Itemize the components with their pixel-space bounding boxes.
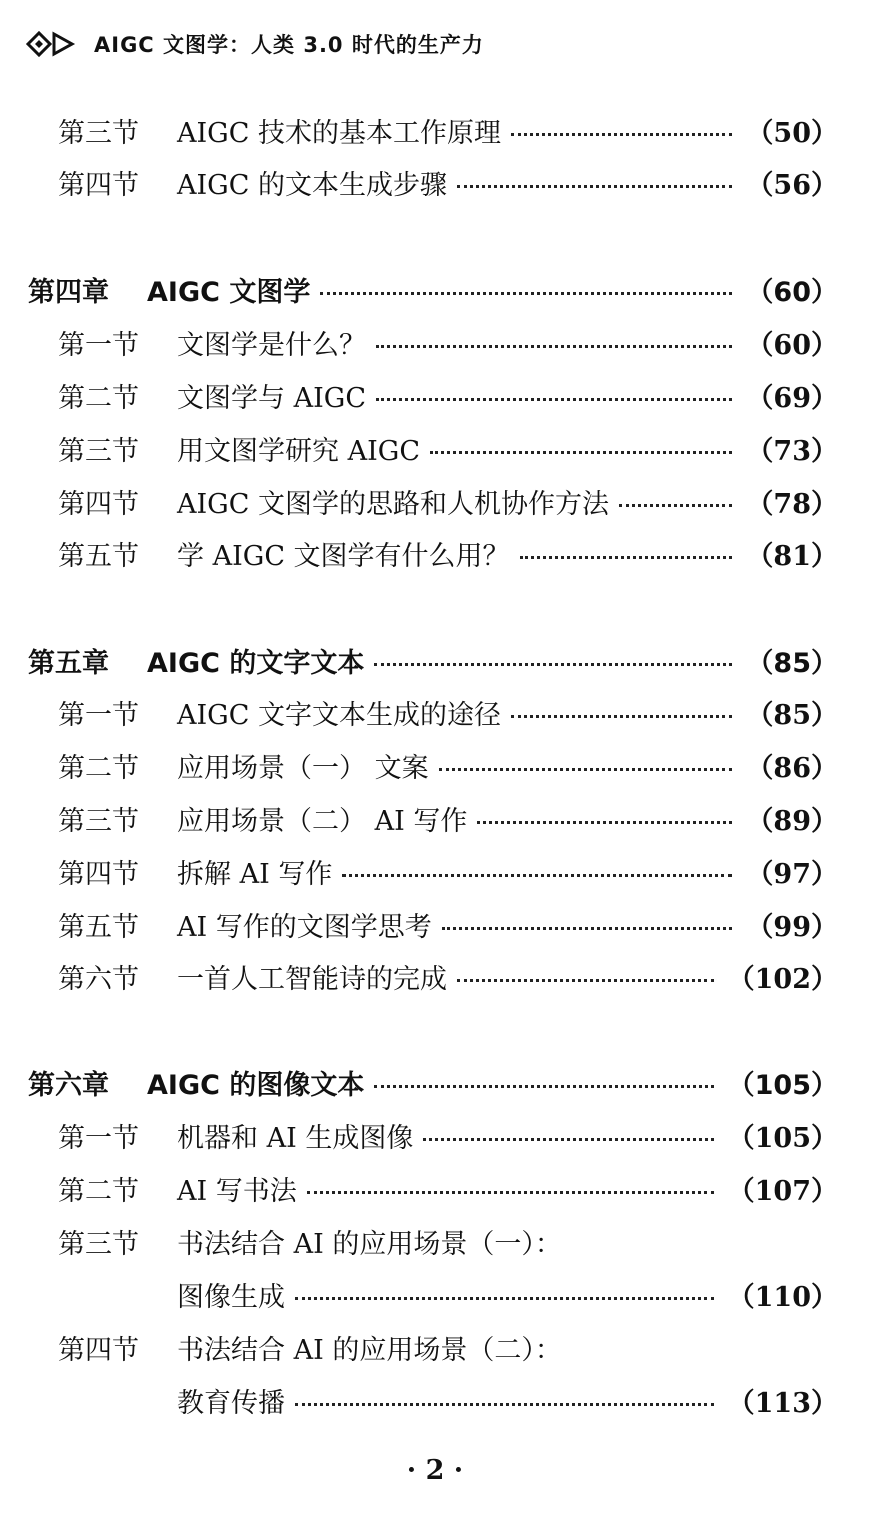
- dot-leader: [520, 556, 733, 559]
- toc-chapter-entry[interactable]: [28, 267, 838, 311]
- toc-entry-title: 教育传播: [177, 1387, 285, 1419]
- toc-section-entry[interactable]: [58, 1219, 562, 1263]
- toc-entry-label: 第二节: [58, 382, 139, 414]
- toc-entry-label: 第三节: [58, 117, 139, 149]
- toc-entry-label: 第四节: [58, 169, 139, 201]
- toc-entry-label: 第一节: [58, 329, 139, 361]
- toc-entry-label: 第一节: [58, 699, 139, 731]
- toc-entry-label: 第三节: [58, 1228, 139, 1260]
- toc-entry-label: 第六节: [58, 963, 139, 995]
- dot-leader: [376, 345, 732, 348]
- dot-leader: [307, 1191, 714, 1194]
- toc-entry-label: 第四节: [58, 858, 139, 890]
- toc-entry-title: 文图学与 AIGC: [177, 382, 366, 414]
- toc-section-entry[interactable]: [58, 1166, 838, 1210]
- toc-entry-page: （85）: [746, 647, 838, 679]
- dot-leader: [511, 133, 732, 136]
- toc-entry-page: （78）: [746, 488, 838, 520]
- dot-leader: [477, 821, 732, 824]
- toc-entry-title: AIGC 的文字文本: [147, 647, 365, 679]
- toc-entry-title: AIGC 技术的基本工作原理: [177, 117, 501, 149]
- toc-entry-label: 第四节: [58, 1334, 139, 1366]
- toc-entry-title: AIGC 的图像文本: [147, 1069, 365, 1101]
- toc-section-entry[interactable]: [58, 902, 838, 946]
- toc-entry-title: 应用场景（二） AI 写作: [177, 805, 468, 837]
- dot-leader: [423, 1138, 713, 1141]
- toc-entry-title: 机器和 AI 生成图像: [177, 1122, 414, 1154]
- toc-section-entry[interactable]: [177, 1378, 838, 1422]
- dot-leader: [457, 979, 714, 982]
- dot-leader: [619, 504, 732, 507]
- toc-entry-label: 第五节: [58, 911, 139, 943]
- toc-section-entry[interactable]: [58, 320, 838, 364]
- toc-chapter-entry[interactable]: [28, 638, 838, 682]
- toc-entry-label: 第二节: [58, 752, 139, 784]
- dot-leader: [342, 874, 732, 877]
- toc-entry-page: （60）: [746, 329, 838, 361]
- toc-entry-title: 书法结合 AI 的应用场景（二）：: [177, 1334, 562, 1366]
- toc-entry-page: （97）: [746, 858, 838, 890]
- toc-section-entry[interactable]: [177, 1272, 838, 1316]
- toc-entry-label: 第五章: [28, 647, 109, 679]
- toc-chapter-entry[interactable]: [28, 1060, 838, 1104]
- toc-entry-title: AIGC 文图学: [147, 276, 311, 308]
- toc-entry-title: 用文图学研究 AIGC: [177, 435, 420, 467]
- toc-entry-page: （50）: [746, 117, 838, 149]
- toc-entry-label: 第二节: [58, 1175, 139, 1207]
- toc-section-entry[interactable]: [58, 796, 838, 840]
- toc-entry-title: 一首人工智能诗的完成: [177, 963, 447, 995]
- toc-entry-page: （60）: [746, 276, 838, 308]
- toc-entry-title: 应用场景（一） 文案: [177, 752, 429, 784]
- toc-entry-page: （113）: [727, 1387, 838, 1419]
- toc-entry-label: 第四节: [58, 488, 139, 520]
- toc-entry-page: （105）: [727, 1069, 838, 1101]
- toc-entry-page: （56）: [746, 169, 838, 201]
- toc-entry-label: 第四章: [28, 276, 109, 308]
- toc-entry-page: （73）: [746, 435, 838, 467]
- dot-leader: [511, 715, 732, 718]
- toc-section-entry[interactable]: [58, 1325, 562, 1369]
- toc-entry-page: （99）: [746, 911, 838, 943]
- toc-entry-title: AI 写书法: [177, 1175, 297, 1207]
- toc-entry-label: 第三节: [58, 435, 139, 467]
- toc-entry-page: （89）: [746, 805, 838, 837]
- dot-leader: [430, 451, 732, 454]
- toc-section-entry[interactable]: [58, 954, 838, 998]
- toc-entry-page: （81）: [746, 540, 838, 572]
- toc-entry-label: 第一节: [58, 1122, 139, 1154]
- dot-leader: [376, 398, 732, 401]
- toc-section-entry[interactable]: [58, 690, 838, 734]
- toc-section-entry[interactable]: [58, 1113, 838, 1157]
- toc-entry-page: （85）: [746, 699, 838, 731]
- toc-section-entry[interactable]: [58, 426, 838, 470]
- dot-leader: [457, 185, 732, 188]
- toc-entry-page: （86）: [746, 752, 838, 784]
- toc-section-entry[interactable]: [58, 373, 838, 417]
- dot-leader: [320, 292, 732, 295]
- toc-entry-title: 书法结合 AI 的应用场景（一）：: [177, 1228, 562, 1260]
- toc-entry-page: （105）: [727, 1122, 838, 1154]
- toc-entry-page: （102）: [727, 963, 838, 995]
- toc-section-entry[interactable]: [58, 160, 838, 204]
- toc-entry-label: 第五节: [58, 540, 139, 572]
- dot-leader: [295, 1297, 714, 1300]
- toc-entry-page: （110）: [727, 1281, 838, 1313]
- toc-section-entry[interactable]: [58, 531, 838, 575]
- toc-entry-label: 第六章: [28, 1069, 109, 1101]
- dot-leader: [374, 663, 732, 666]
- page-number: · 2 ·: [406, 1455, 464, 1486]
- toc-entry-title: AIGC 文字文本生成的途径: [177, 699, 501, 731]
- toc-entry-label: 第三节: [58, 805, 139, 837]
- dot-leader: [442, 927, 733, 930]
- toc-entry-title: 文图学是什么？: [177, 329, 366, 361]
- toc-entry-title: AIGC 文图学的思路和人机协作方法: [177, 488, 609, 520]
- toc-entry-page: （107）: [727, 1175, 838, 1207]
- toc-section-entry[interactable]: [58, 108, 838, 152]
- toc-entry-title: 学 AIGC 文图学有什么用？: [177, 540, 510, 572]
- toc-section-entry[interactable]: [58, 743, 838, 787]
- toc-entry-page: （69）: [746, 382, 838, 414]
- toc-section-entry[interactable]: [58, 849, 838, 893]
- toc-entry-title: 拆解 AI 写作: [177, 858, 333, 890]
- dot-leader: [374, 1085, 713, 1088]
- book-title: AIGC 文图学：人类 3.0 时代的生产力: [94, 33, 484, 57]
- toc-entry-title: AIGC 的文本生成步骤: [177, 169, 447, 201]
- toc-entry-title: AI 写作的文图学思考: [177, 911, 432, 943]
- toc-section-entry[interactable]: [58, 479, 838, 523]
- toc-entry-title: 图像生成: [177, 1281, 285, 1313]
- dot-leader: [295, 1403, 714, 1406]
- dot-leader: [439, 768, 733, 771]
